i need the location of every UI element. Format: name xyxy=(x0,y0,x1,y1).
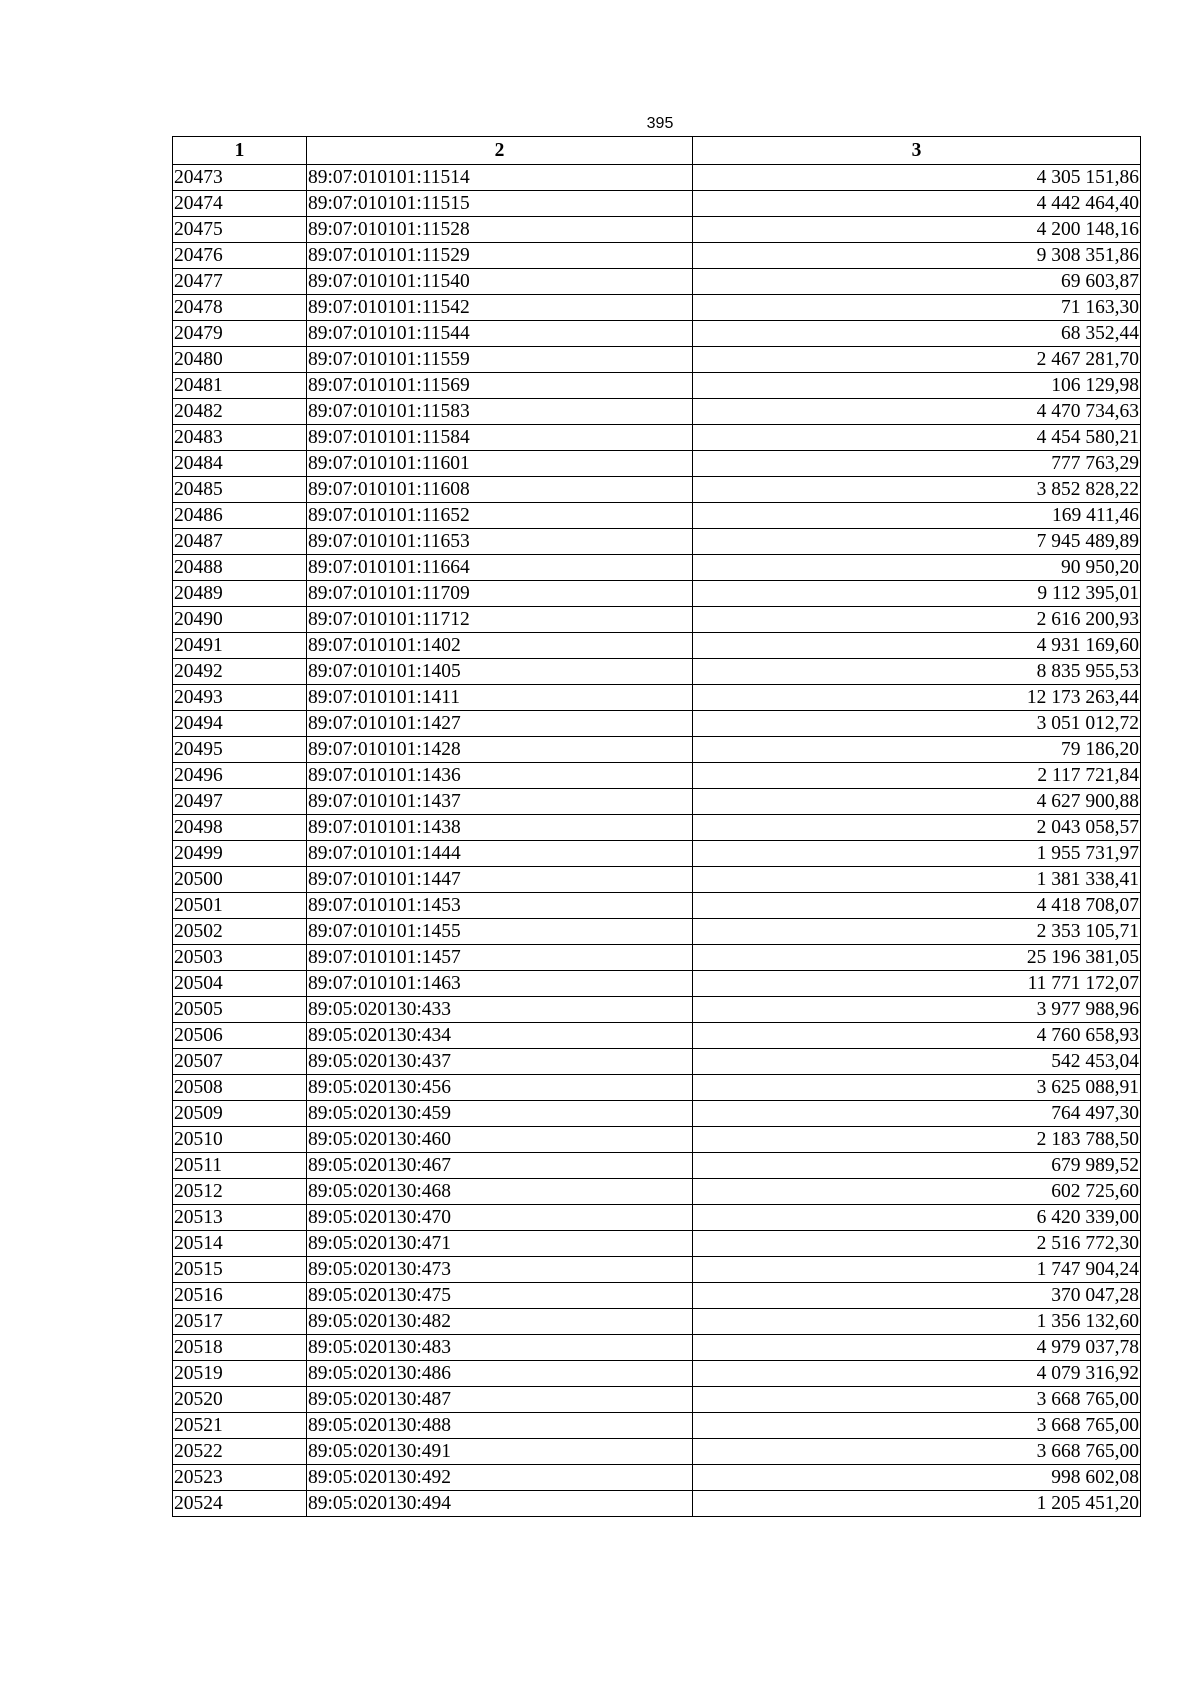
cadastral-value-cell: 4 760 658,93 xyxy=(693,1023,1141,1049)
table-row xyxy=(173,191,1141,217)
cadastral-value-cell: 1 356 132,60 xyxy=(693,1309,1141,1335)
cadastral-number-cell: 89:07:010101:1427 xyxy=(307,711,693,737)
row-number-cell: 20502 xyxy=(173,919,307,945)
row-number-cell: 20483 xyxy=(173,425,307,451)
table-row xyxy=(173,347,1141,373)
cadastral-value-cell: 2 043 058,57 xyxy=(693,815,1141,841)
cadastral-number-cell: 89:05:020130:488 xyxy=(307,1413,693,1439)
cadastral-number-cell: 89:05:020130:437 xyxy=(307,1049,693,1075)
cadastral-value-cell: 9 308 351,86 xyxy=(693,243,1141,269)
cadastral-value-cell: 79 186,20 xyxy=(693,737,1141,763)
cadastral-value-cell: 4 931 169,60 xyxy=(693,633,1141,659)
cadastral-value-cell: 90 950,20 xyxy=(693,555,1141,581)
cadastral-number-cell: 89:07:010101:11664 xyxy=(307,555,693,581)
cadastral-number-cell: 89:05:020130:487 xyxy=(307,1387,693,1413)
cadastral-value-table xyxy=(172,136,1141,1517)
page-number: 395 xyxy=(646,115,674,132)
cadastral-number-cell: 89:05:020130:482 xyxy=(307,1309,693,1335)
cadastral-number-cell: 89:07:010101:1447 xyxy=(307,867,693,893)
cadastral-value-cell: 12 173 263,44 xyxy=(693,685,1141,711)
cadastral-value-cell: 370 047,28 xyxy=(693,1283,1141,1309)
cadastral-value-cell: 106 129,98 xyxy=(693,373,1141,399)
row-number-cell: 20485 xyxy=(173,477,307,503)
cadastral-number-cell: 89:07:010101:11608 xyxy=(307,477,693,503)
table-row xyxy=(173,1387,1141,1413)
cadastral-number-cell: 89:05:020130:460 xyxy=(307,1127,693,1153)
cadastral-value-cell: 3 852 828,22 xyxy=(693,477,1141,503)
row-number-cell: 20484 xyxy=(173,451,307,477)
cadastral-value-cell: 679 989,52 xyxy=(693,1153,1141,1179)
cadastral-value-cell: 3 977 988,96 xyxy=(693,997,1141,1023)
cadastral-number-cell: 89:07:010101:1444 xyxy=(307,841,693,867)
row-number-cell: 20505 xyxy=(173,997,307,1023)
table-header-row xyxy=(173,137,1141,165)
row-number-cell: 20500 xyxy=(173,867,307,893)
row-number-cell: 20492 xyxy=(173,659,307,685)
row-number-cell: 20521 xyxy=(173,1413,307,1439)
table-row xyxy=(173,1335,1141,1361)
row-number-cell: 20478 xyxy=(173,295,307,321)
table-row xyxy=(173,425,1141,451)
row-number-cell: 20522 xyxy=(173,1439,307,1465)
cadastral-value-cell: 4 079 316,92 xyxy=(693,1361,1141,1387)
row-number-cell: 20519 xyxy=(173,1361,307,1387)
cadastral-number-cell: 89:07:010101:11542 xyxy=(307,295,693,321)
cadastral-value-cell: 1 955 731,97 xyxy=(693,841,1141,867)
table-row xyxy=(173,529,1141,555)
cadastral-value-cell: 3 625 088,91 xyxy=(693,1075,1141,1101)
column-header-3: 3 xyxy=(693,137,1141,165)
table-row xyxy=(173,373,1141,399)
cadastral-number-cell: 89:07:010101:11514 xyxy=(307,165,693,191)
column-header-1: 1 xyxy=(173,137,307,165)
cadastral-value-cell: 4 418 708,07 xyxy=(693,893,1141,919)
table-row xyxy=(173,893,1141,919)
cadastral-number-cell: 89:05:020130:459 xyxy=(307,1101,693,1127)
cadastral-number-cell: 89:07:010101:1457 xyxy=(307,945,693,971)
table-row xyxy=(173,1101,1141,1127)
cadastral-number-cell: 89:07:010101:1453 xyxy=(307,893,693,919)
row-number-cell: 20503 xyxy=(173,945,307,971)
table-row xyxy=(173,607,1141,633)
cadastral-value-cell: 6 420 339,00 xyxy=(693,1205,1141,1231)
cadastral-number-cell: 89:07:010101:11712 xyxy=(307,607,693,633)
cadastral-value-cell: 2 353 105,71 xyxy=(693,919,1141,945)
cadastral-number-cell: 89:07:010101:11569 xyxy=(307,373,693,399)
row-number-cell: 20497 xyxy=(173,789,307,815)
row-number-cell: 20473 xyxy=(173,165,307,191)
cadastral-value-cell: 9 112 395,01 xyxy=(693,581,1141,607)
table-row xyxy=(173,1205,1141,1231)
row-number-cell: 20507 xyxy=(173,1049,307,1075)
table-row xyxy=(173,1127,1141,1153)
row-number-cell: 20493 xyxy=(173,685,307,711)
table-row xyxy=(173,971,1141,997)
cadastral-value-cell: 998 602,08 xyxy=(693,1465,1141,1491)
row-number-cell: 20504 xyxy=(173,971,307,997)
table-row xyxy=(173,1309,1141,1335)
table-row xyxy=(173,841,1141,867)
cadastral-number-cell: 89:05:020130:486 xyxy=(307,1361,693,1387)
cadastral-value-cell: 8 835 955,53 xyxy=(693,659,1141,685)
row-number-cell: 20499 xyxy=(173,841,307,867)
cadastral-number-cell: 89:05:020130:468 xyxy=(307,1179,693,1205)
table-row xyxy=(173,243,1141,269)
table-row xyxy=(173,217,1141,243)
cadastral-number-cell: 89:07:010101:11529 xyxy=(307,243,693,269)
row-number-cell: 20524 xyxy=(173,1491,307,1517)
row-number-cell: 20474 xyxy=(173,191,307,217)
row-number-cell: 20487 xyxy=(173,529,307,555)
row-number-cell: 20506 xyxy=(173,1023,307,1049)
table-row xyxy=(173,295,1141,321)
cadastral-number-cell: 89:05:020130:471 xyxy=(307,1231,693,1257)
cadastral-value-cell: 3 051 012,72 xyxy=(693,711,1141,737)
table-row xyxy=(173,503,1141,529)
table-row xyxy=(173,659,1141,685)
table-row xyxy=(173,1075,1141,1101)
row-number-cell: 20477 xyxy=(173,269,307,295)
row-number-cell: 20508 xyxy=(173,1075,307,1101)
row-number-cell: 20515 xyxy=(173,1257,307,1283)
table-row xyxy=(173,763,1141,789)
cadastral-number-cell: 89:07:010101:11528 xyxy=(307,217,693,243)
table-row xyxy=(173,451,1141,477)
row-number-cell: 20516 xyxy=(173,1283,307,1309)
column-header-2: 2 xyxy=(307,137,693,165)
cadastral-number-cell: 89:07:010101:11584 xyxy=(307,425,693,451)
table-row xyxy=(173,1179,1141,1205)
row-number-cell: 20512 xyxy=(173,1179,307,1205)
row-number-cell: 20510 xyxy=(173,1127,307,1153)
table-row xyxy=(173,1231,1141,1257)
cadastral-number-cell: 89:05:020130:456 xyxy=(307,1075,693,1101)
row-number-cell: 20498 xyxy=(173,815,307,841)
row-number-cell: 20509 xyxy=(173,1101,307,1127)
cadastral-value-cell: 71 163,30 xyxy=(693,295,1141,321)
cadastral-number-cell: 89:07:010101:11601 xyxy=(307,451,693,477)
cadastral-number-cell: 89:07:010101:1405 xyxy=(307,659,693,685)
cadastral-number-cell: 89:07:010101:11540 xyxy=(307,269,693,295)
cadastral-number-cell: 89:05:020130:483 xyxy=(307,1335,693,1361)
row-number-cell: 20482 xyxy=(173,399,307,425)
cadastral-value-cell: 25 196 381,05 xyxy=(693,945,1141,971)
row-number-cell: 20489 xyxy=(173,581,307,607)
cadastral-number-cell: 89:07:010101:11709 xyxy=(307,581,693,607)
table-row xyxy=(173,1413,1141,1439)
cadastral-value-cell: 169 411,46 xyxy=(693,503,1141,529)
table-row xyxy=(173,269,1141,295)
row-number-cell: 20520 xyxy=(173,1387,307,1413)
cadastral-number-cell: 89:07:010101:1455 xyxy=(307,919,693,945)
row-number-cell: 20514 xyxy=(173,1231,307,1257)
cadastral-number-cell: 89:07:010101:1402 xyxy=(307,633,693,659)
cadastral-number-cell: 89:07:010101:1428 xyxy=(307,737,693,763)
cadastral-value-cell: 2 183 788,50 xyxy=(693,1127,1141,1153)
cadastral-number-cell: 89:07:010101:1437 xyxy=(307,789,693,815)
table-row xyxy=(173,321,1141,347)
cadastral-number-cell: 89:05:020130:467 xyxy=(307,1153,693,1179)
cadastral-number-cell: 89:05:020130:491 xyxy=(307,1439,693,1465)
cadastral-number-cell: 89:05:020130:473 xyxy=(307,1257,693,1283)
table-row xyxy=(173,555,1141,581)
table-row xyxy=(173,399,1141,425)
table-row xyxy=(173,711,1141,737)
row-number-cell: 20496 xyxy=(173,763,307,789)
table-row xyxy=(173,477,1141,503)
cadastral-number-cell: 89:07:010101:1436 xyxy=(307,763,693,789)
table-row xyxy=(173,581,1141,607)
cadastral-value-cell: 602 725,60 xyxy=(693,1179,1141,1205)
cadastral-number-cell: 89:07:010101:1438 xyxy=(307,815,693,841)
cadastral-value-cell: 4 200 148,16 xyxy=(693,217,1141,243)
row-number-cell: 20518 xyxy=(173,1335,307,1361)
cadastral-value-cell: 1 205 451,20 xyxy=(693,1491,1141,1517)
table-row xyxy=(173,867,1141,893)
cadastral-value-cell: 3 668 765,00 xyxy=(693,1439,1141,1465)
row-number-cell: 20480 xyxy=(173,347,307,373)
row-number-cell: 20517 xyxy=(173,1309,307,1335)
cadastral-value-cell: 69 603,87 xyxy=(693,269,1141,295)
table-row xyxy=(173,685,1141,711)
row-number-cell: 20486 xyxy=(173,503,307,529)
cadastral-number-cell: 89:05:020130:492 xyxy=(307,1465,693,1491)
cadastral-value-cell: 4 470 734,63 xyxy=(693,399,1141,425)
cadastral-value-cell: 764 497,30 xyxy=(693,1101,1141,1127)
row-number-cell: 20479 xyxy=(173,321,307,347)
table-row xyxy=(173,789,1141,815)
cadastral-value-cell: 11 771 172,07 xyxy=(693,971,1141,997)
cadastral-value-cell: 777 763,29 xyxy=(693,451,1141,477)
cadastral-number-cell: 89:07:010101:1411 xyxy=(307,685,693,711)
cadastral-value-cell: 2 467 281,70 xyxy=(693,347,1141,373)
table-row xyxy=(173,165,1141,191)
table-row xyxy=(173,633,1141,659)
cadastral-number-cell: 89:07:010101:11544 xyxy=(307,321,693,347)
cadastral-value-cell: 68 352,44 xyxy=(693,321,1141,347)
table-row xyxy=(173,1491,1141,1517)
cadastral-number-cell: 89:05:020130:475 xyxy=(307,1283,693,1309)
row-number-cell: 20476 xyxy=(173,243,307,269)
cadastral-value-cell: 1 747 904,24 xyxy=(693,1257,1141,1283)
cadastral-value-cell: 3 668 765,00 xyxy=(693,1413,1141,1439)
row-number-cell: 20513 xyxy=(173,1205,307,1231)
cadastral-number-cell: 89:05:020130:470 xyxy=(307,1205,693,1231)
cadastral-number-cell: 89:05:020130:494 xyxy=(307,1491,693,1517)
cadastral-number-cell: 89:07:010101:1463 xyxy=(307,971,693,997)
table-row xyxy=(173,1023,1141,1049)
cadastral-number-cell: 89:07:010101:11559 xyxy=(307,347,693,373)
table-body xyxy=(173,165,1141,1517)
cadastral-number-cell: 89:07:010101:11653 xyxy=(307,529,693,555)
cadastral-value-cell: 4 627 900,88 xyxy=(693,789,1141,815)
cadastral-value-cell: 542 453,04 xyxy=(693,1049,1141,1075)
table-row xyxy=(173,1465,1141,1491)
row-number-cell: 20488 xyxy=(173,555,307,581)
table-row xyxy=(173,919,1141,945)
table-row xyxy=(173,737,1141,763)
table-row xyxy=(173,1283,1141,1309)
table-row xyxy=(173,1439,1141,1465)
table-row xyxy=(173,1361,1141,1387)
row-number-cell: 20495 xyxy=(173,737,307,763)
cadastral-value-cell: 7 945 489,89 xyxy=(693,529,1141,555)
row-number-cell: 20481 xyxy=(173,373,307,399)
cadastral-value-cell: 1 381 338,41 xyxy=(693,867,1141,893)
table-row xyxy=(173,1153,1141,1179)
cadastral-number-cell: 89:07:010101:11583 xyxy=(307,399,693,425)
cadastral-value-cell: 4 454 580,21 xyxy=(693,425,1141,451)
table-row xyxy=(173,1257,1141,1283)
cadastral-number-cell: 89:07:010101:11515 xyxy=(307,191,693,217)
row-number-cell: 20523 xyxy=(173,1465,307,1491)
table-row xyxy=(173,997,1141,1023)
table-row xyxy=(173,945,1141,971)
cadastral-number-cell: 89:07:010101:11652 xyxy=(307,503,693,529)
table-row xyxy=(173,1049,1141,1075)
row-number-cell: 20490 xyxy=(173,607,307,633)
row-number-cell: 20491 xyxy=(173,633,307,659)
cadastral-value-cell: 2 516 772,30 xyxy=(693,1231,1141,1257)
cadastral-value-cell: 3 668 765,00 xyxy=(693,1387,1141,1413)
cadastral-value-cell: 2 616 200,93 xyxy=(693,607,1141,633)
row-number-cell: 20511 xyxy=(173,1153,307,1179)
table-row xyxy=(173,815,1141,841)
cadastral-value-cell: 4 442 464,40 xyxy=(693,191,1141,217)
row-number-cell: 20475 xyxy=(173,217,307,243)
cadastral-number-cell: 89:05:020130:433 xyxy=(307,997,693,1023)
cadastral-number-cell: 89:05:020130:434 xyxy=(307,1023,693,1049)
row-number-cell: 20501 xyxy=(173,893,307,919)
row-number-cell: 20494 xyxy=(173,711,307,737)
cadastral-value-cell: 2 117 721,84 xyxy=(693,763,1141,789)
cadastral-value-cell: 4 305 151,86 xyxy=(693,165,1141,191)
cadastral-value-cell: 4 979 037,78 xyxy=(693,1335,1141,1361)
